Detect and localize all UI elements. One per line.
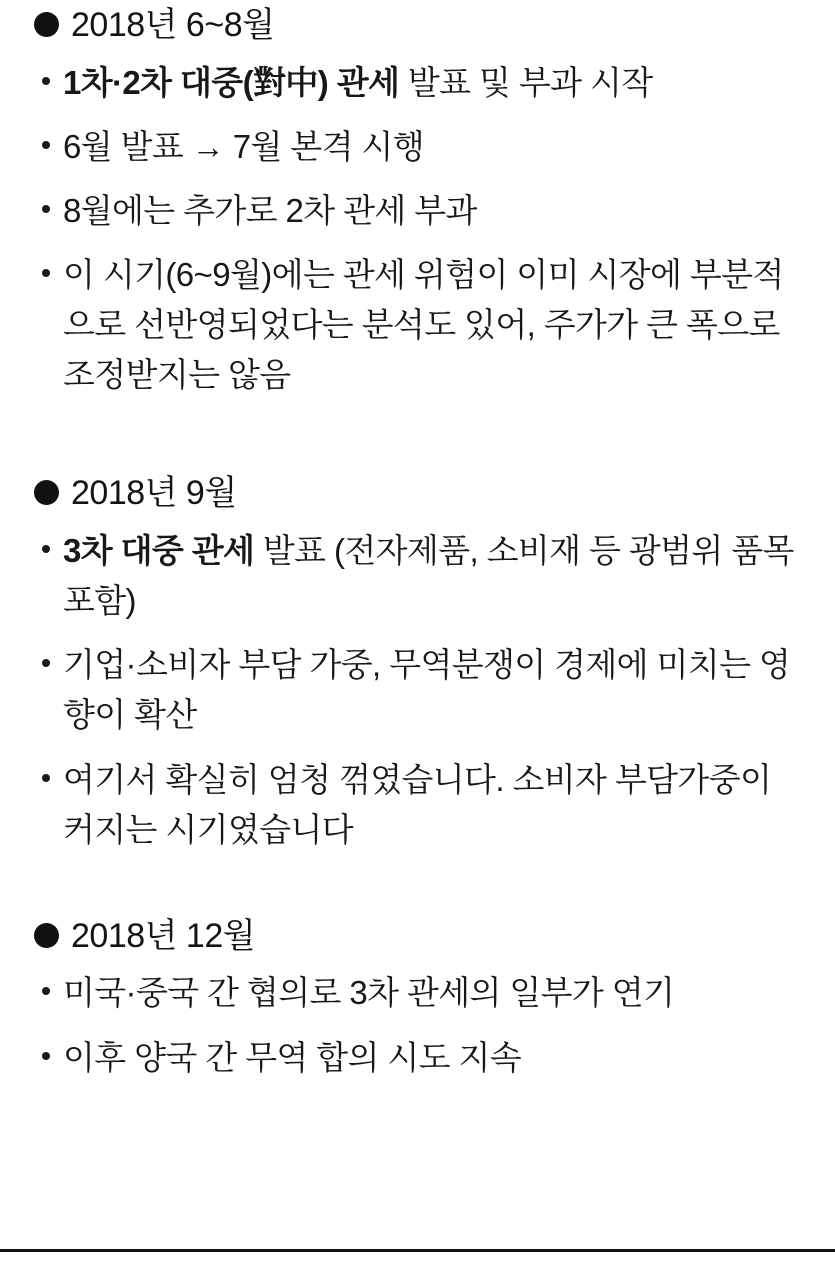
filled-circle-bullet-icon [34,923,59,948]
bullet-dot-icon [42,987,50,995]
section-header [34,4,809,48]
list-item-text: 여기서 확실히 엄청 꺾였습니다. 소비자 부담가중이 커지는 시기였습니다 [63,760,772,848]
list-item-text: 이 시기(6~9월)에는 관세 위험이 이미 시장에 부분적으로 선반영되었다는 분석도 있어, 주가가 큰 폭으로 조정받지는 않음 [63,255,784,394]
list-item [42,526,809,626]
bullet-dot-icon [42,269,50,277]
section-spacer [26,869,809,915]
bullet-dot-icon [42,774,50,782]
list-item-text: 8월에는 추가로 2차 관세 부과 [63,191,477,229]
bottom-divider [0,1249,835,1270]
filled-circle-bullet-icon [34,12,59,37]
list-item-lead: 1차·2차 대중(對中) 관세 [63,63,400,101]
bullet-dot-icon [42,141,50,149]
list-item-text: 6월 발표 → 7월 본격 시행 [63,127,424,165]
list-item-text [63,526,808,626]
bullet-dot-icon [42,77,50,85]
list-item-text: 미국·중국 간 협의로 3차 관세의 일부가 연기 [63,974,675,1012]
list-item [42,640,809,740]
section-2018-09 [26,472,809,854]
section-title: 2018년 12월 [71,916,256,955]
list-item-rest: 발표 (전자제품, 소비재 등 광범위 품목 포함) [63,531,794,620]
list-item [42,755,809,855]
list-item-lead: 3차 대중 관세 [63,531,255,569]
section-header [34,915,809,959]
bullet-list [26,968,809,1082]
list-item-rest: 발표 및 부과 시작 [399,63,653,101]
section-header [34,472,809,516]
bullet-dot-icon [42,1052,50,1060]
section-title: 2018년 6~8월 [71,6,275,44]
list-item [42,1033,809,1083]
filled-circle-bullet-icon [34,480,59,505]
bullet-dot-icon [42,659,50,667]
list-item [42,250,809,400]
section-2018-12 [26,915,809,1083]
list-item-text [63,58,653,108]
list-item [42,186,809,236]
list-item [42,968,809,1018]
bullet-list [26,58,809,401]
section-title: 2018년 9월 [71,474,237,513]
section-spacer [26,414,809,472]
bullet-dot-icon [42,545,50,553]
bullet-dot-icon [42,205,50,213]
list-item-text: 기업·소비자 부담 가중, 무역분쟁이 경제에 미치는 영향이 확산 [63,646,791,734]
list-item [42,122,809,172]
list-item [42,58,809,108]
list-item-text: 이후 양국 간 무역 합의 시도 지속 [63,1038,522,1076]
section-2018-06-08 [26,4,809,400]
bullet-list [26,526,809,855]
